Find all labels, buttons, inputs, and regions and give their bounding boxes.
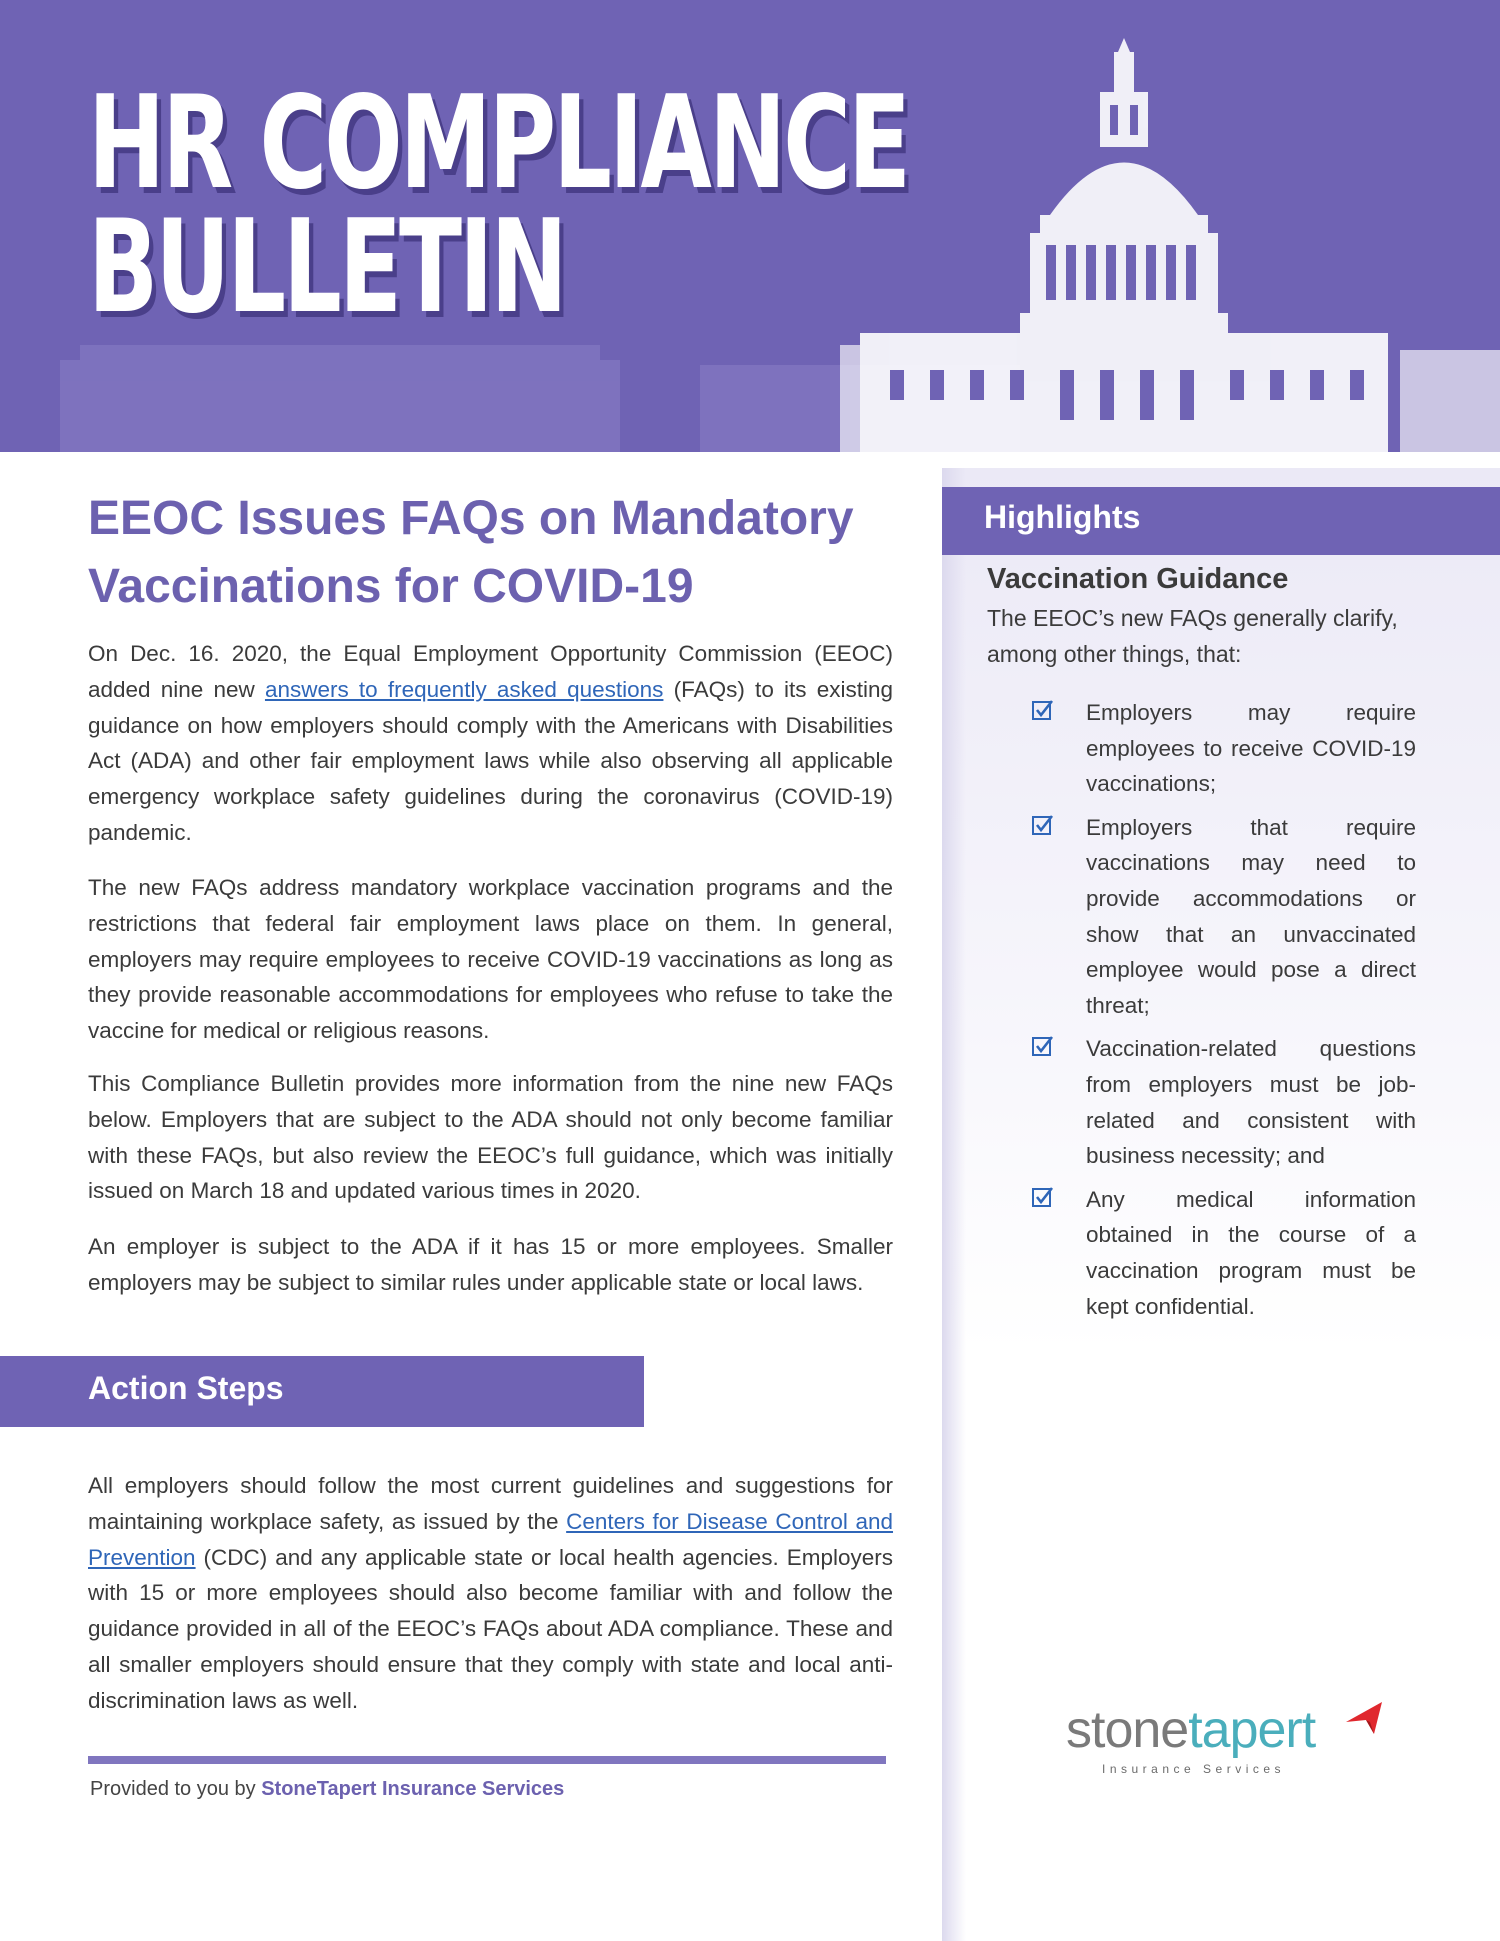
sidebar-shadow — [942, 468, 966, 1941]
checkbox-checked-icon — [1032, 814, 1054, 836]
highlights-heading: Highlights — [984, 499, 1141, 535]
list-item — [1030, 1031, 1416, 1173]
action-steps-heading: Action Steps — [88, 1370, 284, 1406]
list-item — [1030, 695, 1416, 802]
action-steps-paragraph — [88, 1468, 893, 1719]
faq-link[interactable]: answers to frequently asked questions — [264, 676, 664, 702]
paragraph-text: On Dec. 16. 2020, the Equal Employment Opportunity Commission (EEOC) added nine new — [88, 641, 893, 702]
checkbox-checked-icon — [1032, 1035, 1054, 1057]
highlights-bullet-list — [1030, 695, 1416, 1332]
red-arrow-icon — [1344, 1700, 1384, 1736]
header-banner — [0, 0, 1500, 452]
paragraph-text: (CDC) and any applicable state or local health agencies. Employers with 15 or more employees should also become familiar with and follow the guidance provided in all of the EEOC’s FAQs about ADA compliance. These and all smaller employers should ensure that they comply with state and local anti-discrimination laws as well. — [88, 1544, 893, 1713]
highlight-bullet-text: Any medical information obtained in the course of a vaccination program must be kept confidential. — [1086, 1186, 1416, 1319]
logo-wordmark — [1066, 1700, 1315, 1760]
article-paragraph-3: This Compliance Bulletin provides more information from the nine new FAQs below. Employers that are subject to the ADA should not only become familiar with these FAQs, but also review the EEOC’s full guidance, which was initially issued on March 18 and updated various times in 2020. — [88, 1071, 893, 1204]
provided-by-line — [90, 1778, 564, 1801]
footer-divider — [88, 1756, 886, 1764]
logo-word-tapert: tapert — [1188, 1701, 1316, 1759]
bulletin-title-line-2: BULLETIN — [88, 193, 565, 342]
article-paragraph-2: The new FAQs address mandatory workplace vaccination programs and the restrictions that federal fair employment laws place on them. In general, employers may require employees to receive COVID-19 vaccinations as long as they provide reasonable accommodations for employees who refuse to take the vaccine for medical or religious reasons. — [88, 875, 893, 1044]
highlight-bullet-text: Vaccination-related questions from employers must be job-related and consistent with business necessity; and — [1086, 1036, 1416, 1169]
provided-prefix: Provided to you by — [90, 1778, 262, 1800]
bulletin-title-line-1: HR COMPLIANCE — [88, 69, 909, 218]
vaccination-guidance-intro: The EEOC’s new FAQs generally clarify, among other things, that: — [987, 605, 1398, 667]
list-item — [1030, 1182, 1416, 1324]
paragraph-text: (FAQs) to its existing guidance on how employers should comply with the Americans with Disabilities Act (ADA) and other fair employment laws while also observing all applicable emergency workplace safety guidelines during the coronavirus (COVID-19) pandemic. — [88, 676, 893, 845]
highlight-bullet-text: Employers may require employees to receive COVID-19 vaccinations; — [1086, 700, 1416, 797]
checkbox-checked-icon — [1032, 699, 1054, 721]
action-steps-header-bar — [0, 1356, 644, 1427]
stonetapert-logo — [1066, 1700, 1396, 1790]
article-paragraph-1 — [88, 636, 893, 851]
list-item — [1030, 810, 1416, 1024]
logo-word-stone: stone — [1066, 1701, 1189, 1759]
logo-tagline: Insurance Services — [1102, 1762, 1286, 1776]
paragraph-text: All employers should follow the most current guidelines and suggestions for maintaining workplace safety, as issued by the — [88, 1473, 893, 1534]
checkbox-checked-icon — [1032, 1186, 1054, 1208]
vaccination-guidance-heading: Vaccination Guidance — [987, 563, 1289, 595]
highlight-bullet-text: Employers that require vaccinations may need to provide accommodations or show that an unvaccinated employee would pose a direct threat; — [1086, 814, 1416, 1018]
bulletin-title — [88, 69, 909, 342]
highlights-header-bar — [942, 487, 1500, 555]
cdc-link[interactable]: Centers for Disease Control and Prevention — [88, 1508, 894, 1570]
provider-name: StoneTapert Insurance Services — [261, 1778, 565, 1800]
article-paragraph-4: An employer is subject to the ADA if it has 15 or more employees. Smaller employers may be subject to similar rules under applicable state or local laws. — [88, 1234, 893, 1295]
article-headline: EEOC Issues FAQs on Mandatory Vaccinations for COVID-19 — [88, 492, 854, 613]
